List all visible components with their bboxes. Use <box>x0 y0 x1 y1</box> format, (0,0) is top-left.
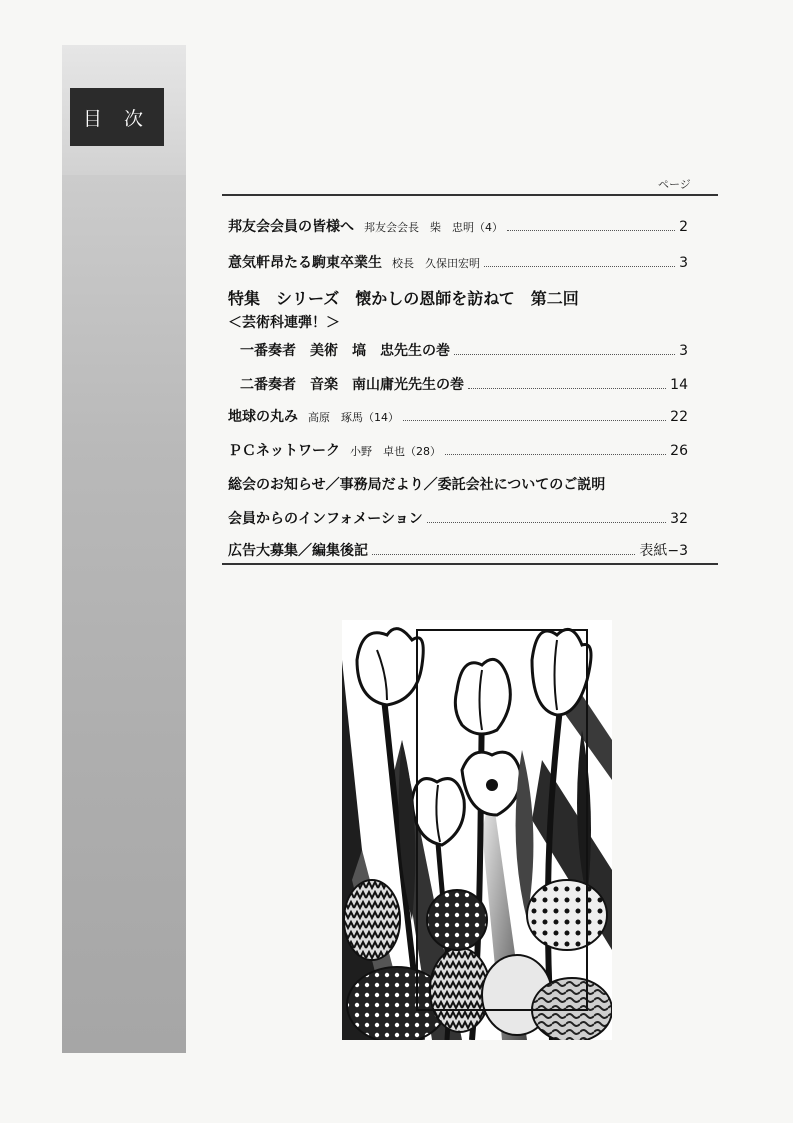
toc-item-title: 意気軒昂たる駒東卒業生 <box>228 255 382 271</box>
toc-item[interactable] <box>228 440 688 460</box>
toc-item-page: 32 <box>670 511 688 527</box>
feature-title: 特集 シリーズ 懐かしの恩師を訪ねて 第二回 <box>228 289 579 308</box>
toc-item-page: 表紙−3 <box>639 543 688 559</box>
leader-dots <box>507 222 675 231</box>
leader-dots <box>445 446 666 455</box>
page-column-label: ページ <box>658 178 691 191</box>
toc-item-page: 22 <box>670 409 688 425</box>
page-title: 目 次 <box>70 88 164 146</box>
toc-item-title: 地球の丸み <box>228 409 298 425</box>
toc-item-title: 広告大募集／編集後記 <box>228 543 368 559</box>
leader-dots <box>454 346 675 355</box>
toc-item[interactable] <box>228 406 688 426</box>
toc-item-author: 小野 卓也（28） <box>350 445 441 458</box>
toc-item-author: 高原 琢馬（14） <box>308 411 399 424</box>
toc-item[interactable] <box>228 252 688 272</box>
toc-item-title: 会員からのインフォメーション <box>228 511 423 527</box>
toc-item[interactable] <box>228 216 688 236</box>
toc-item-title: 一番奏者 美術 塙 忠先生の巻 <box>240 343 450 359</box>
toc-item[interactable] <box>228 540 688 560</box>
toc-item-page: 3 <box>679 343 688 359</box>
toc-item[interactable] <box>240 340 688 360</box>
feature-subtitle: ＜芸術科連弾！＞ <box>228 315 340 331</box>
toc-item[interactable] <box>240 374 688 394</box>
toc-item-title: ＰＣネットワーク <box>228 443 340 459</box>
toc-item-title: 邦友会会員の皆様へ <box>228 219 354 235</box>
leader-dots <box>427 514 666 523</box>
toc-item[interactable] <box>228 508 688 528</box>
toc-item-title: 二番奏者 音楽 南山庸光先生の巻 <box>240 377 464 393</box>
leader-dots <box>372 546 635 555</box>
toc-item-page: 2 <box>679 219 688 235</box>
top-rule <box>222 194 718 196</box>
tulip-eggs-illustration <box>342 620 612 1040</box>
toc-item-page: 26 <box>670 443 688 459</box>
toc-item-author: 校長 久保田宏明 <box>392 257 480 270</box>
leader-dots <box>403 412 666 421</box>
toc-item-author: 邦友会会長 柴 忠明（4） <box>364 221 503 234</box>
toc-item[interactable] <box>228 474 688 494</box>
leader-dots <box>468 380 666 389</box>
toc-item-title: 総会のお知らせ／事務局だより／委託会社についてのご説明 <box>228 477 606 493</box>
leader-dots <box>484 258 675 267</box>
toc-item-page: 14 <box>670 377 688 393</box>
sidebar-band <box>62 45 186 1053</box>
bottom-rule <box>222 563 718 565</box>
toc-item-page: 3 <box>679 255 688 271</box>
